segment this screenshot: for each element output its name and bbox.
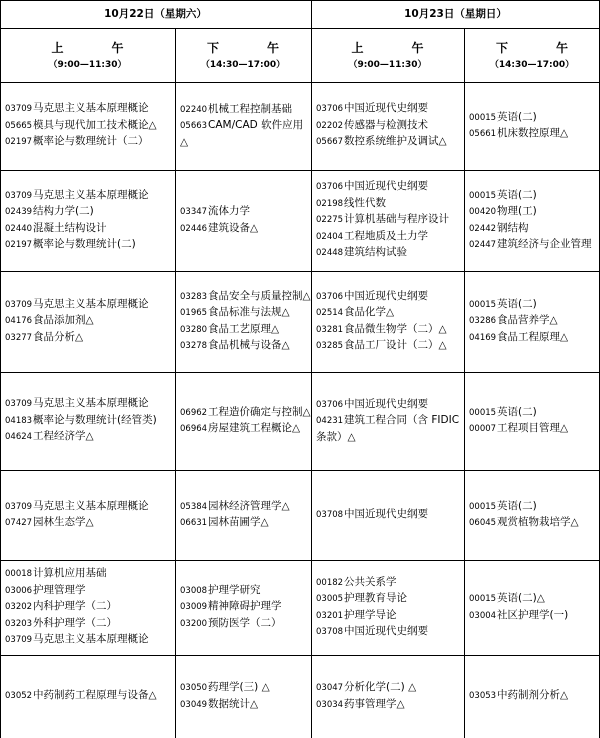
course-name: 建筑设备△ (208, 221, 259, 234)
course-name: 园林经济管理学△ (208, 499, 290, 512)
course-name: 房屋建筑工程概论△ (208, 422, 301, 434)
course-name: 中药制药工程原理与设备△ (33, 689, 157, 702)
course-name: 中药制剂分析△ (497, 689, 569, 702)
course-code: 03709 (5, 399, 33, 410)
course-code: 00015 (469, 407, 497, 418)
course-entry (180, 338, 308, 355)
course-code: 02197 (5, 137, 33, 148)
schedule-cell (316, 561, 461, 654)
course-name: 药理学(三) △ (208, 681, 270, 693)
course-entry (316, 397, 461, 414)
divider-header (0, 28, 600, 29)
course-code: 00018 (5, 569, 33, 580)
course-name: 机械工程控制基础 (208, 102, 293, 115)
course-name: 中国近现代史纲要 (344, 102, 429, 115)
course-code: 03706 (316, 399, 344, 410)
course-entry (316, 289, 461, 306)
schedule-cell (316, 272, 461, 371)
course-name: 公共关系学 (344, 575, 397, 588)
course-name: 概率论与数理统计(经管类) (33, 413, 157, 426)
schedule-cell (5, 373, 172, 469)
course-entry (180, 680, 308, 697)
course-name: 流体力学 (208, 205, 251, 217)
session-header (311, 40, 464, 72)
session-label: 下 午 (495, 41, 586, 55)
course-name: 食品微生物学（二）△ (344, 322, 447, 335)
course-name: 结构力学(二) (33, 205, 94, 217)
course-entry (316, 680, 461, 697)
course-code: 05661 (469, 129, 497, 139)
course-entry (5, 413, 172, 430)
course-code: 03006 (5, 585, 33, 596)
course-code: 00420 (469, 207, 497, 217)
course-name: 计算机基础与程序设计 (344, 213, 450, 226)
course-name: 食品工程原理△ (497, 330, 569, 343)
session-header (0, 40, 175, 72)
course-name: 钢结构 (497, 221, 529, 234)
course-name: 观赏植物栽培学△ (497, 516, 579, 528)
course-code: 03053 (469, 691, 497, 702)
course-code: 03047 (316, 683, 344, 693)
course-name: 护理学导论 (344, 608, 397, 621)
course-name: 精神障碍护理学 (208, 600, 282, 613)
schedule-cell (5, 561, 172, 654)
course-code: 02448 (316, 248, 344, 259)
course-name: 机床数控原理△ (497, 127, 569, 139)
course-name: 英语(二) (497, 110, 537, 123)
course-code: 03709 (5, 635, 33, 646)
course-name: 建筑工程合同（含 FIDIC 条款）△ (316, 414, 460, 443)
course-entry (180, 499, 308, 516)
course-entry (469, 608, 596, 625)
course-code: 02514 (316, 308, 344, 318)
course-code: 05667 (316, 137, 344, 148)
schedule-cell (180, 561, 308, 654)
course-entry (180, 616, 308, 633)
schedule-cell (469, 471, 596, 559)
course-entry (469, 313, 596, 330)
course-entry (5, 616, 172, 633)
course-entry (180, 583, 308, 600)
course-name: 英语(二)△ (497, 592, 545, 604)
session-header (464, 40, 600, 72)
course-entry (316, 322, 461, 339)
course-entry (180, 405, 311, 422)
course-entry (180, 515, 308, 532)
course-name: 食品机械与设备△ (208, 339, 290, 351)
schedule-cell (5, 83, 172, 169)
course-code: 00015 (469, 112, 497, 123)
course-code: 03347 (180, 207, 208, 217)
course-name: 马克思主义基本原理概论 (33, 633, 149, 646)
course-entry (316, 134, 461, 151)
course-entry (5, 429, 172, 446)
course-name: 食品工厂设计（二）△ (344, 339, 447, 351)
course-name: 数控系统维护及调试△ (344, 135, 447, 148)
course-name: 数据统计△ (208, 697, 259, 710)
course-entry (316, 608, 461, 625)
course-name: 英语(二) (497, 405, 537, 418)
schedule-cell (5, 656, 172, 737)
course-name: 物理(工) (497, 205, 537, 217)
course-entry (180, 421, 308, 438)
course-name: 英语(二) (497, 188, 537, 201)
course-code: 04169 (469, 332, 497, 343)
course-entry (5, 313, 172, 330)
course-code: 02440 (5, 223, 33, 234)
course-code: 03004 (469, 610, 497, 621)
course-code: 02442 (469, 223, 497, 234)
course-code: 03200 (180, 618, 208, 629)
schedule-cell (316, 471, 461, 559)
course-name: 传感器与检测技术 (344, 118, 429, 131)
course-name: 食品分析△ (33, 330, 84, 343)
course-code: 00007 (469, 424, 497, 434)
course-entry (5, 134, 172, 151)
course-entry (5, 330, 172, 347)
course-entry (316, 575, 461, 592)
course-code: 02446 (180, 223, 208, 234)
course-code: 03201 (316, 610, 344, 621)
schedule-cell (469, 272, 596, 371)
course-code: 06964 (180, 424, 208, 434)
course-entry (469, 330, 596, 347)
course-entry (316, 229, 461, 246)
border-left (0, 0, 1, 738)
course-entry (316, 245, 461, 262)
course-name: 药事管理学△ (344, 697, 405, 710)
session-header (175, 40, 311, 72)
divider-col-1 (175, 28, 176, 738)
course-name: 分析化学(二) △ (344, 681, 417, 693)
course-entry (5, 499, 172, 516)
schedule-cell (180, 83, 308, 169)
course-name: 园林苗圃学△ (208, 516, 269, 528)
course-name: 预防医学（二） (208, 616, 282, 629)
schedule-cell (316, 171, 461, 270)
course-name: 英语(二) (497, 499, 537, 512)
course-code: 03706 (316, 104, 344, 115)
session-time: （9:00—11:30） (348, 60, 427, 70)
session-label: 下 午 (206, 41, 297, 55)
course-entry (469, 688, 596, 705)
session-time: （14:30—17:00） (489, 60, 575, 70)
session-label: 上 午 (351, 41, 442, 55)
schedule-cell (180, 656, 308, 737)
course-name: 外科护理学（二） (33, 616, 118, 629)
course-name: 食品安全与质量控制△ (208, 289, 311, 302)
schedule-cell (469, 561, 596, 654)
course-name: 马克思主义基本原理概论 (33, 188, 149, 201)
schedule-cell (5, 171, 172, 270)
course-entry (180, 289, 311, 306)
course-name: 马克思主义基本原理概论 (33, 397, 149, 410)
course-code: 06045 (469, 518, 497, 528)
course-name: 混凝土结构设计 (33, 221, 107, 234)
course-entry (5, 297, 172, 314)
course-code: 03278 (180, 341, 208, 351)
course-code: 03709 (5, 104, 33, 115)
course-name: 工程地质及土力学 (344, 229, 429, 242)
course-code: 02447 (469, 240, 497, 250)
schedule-cell (5, 272, 172, 371)
course-code: 02275 (316, 215, 344, 226)
divider-col-3 (464, 28, 465, 738)
course-entry (316, 338, 461, 355)
course-entry (5, 583, 172, 600)
session-label: 上 午 (51, 41, 142, 55)
course-entry (180, 204, 308, 221)
course-entry (316, 507, 461, 524)
course-entry (180, 599, 308, 616)
course-code: 04176 (5, 316, 33, 327)
course-code: 02197 (5, 240, 33, 250)
course-code: 02439 (5, 207, 33, 217)
session-time: （9:00—11:30） (48, 60, 127, 70)
course-code: 04624 (5, 432, 33, 443)
course-code: 03009 (180, 602, 208, 613)
course-name: 内科护理学（二） (33, 600, 118, 613)
course-entry (469, 405, 596, 422)
course-name: 中国近现代史纲要 (344, 507, 429, 520)
course-entry (469, 110, 596, 127)
course-code: 03280 (180, 324, 208, 335)
course-entry (316, 179, 461, 196)
course-name: 建筑结构试验 (344, 246, 408, 259)
course-entry (316, 196, 461, 213)
course-entry (5, 515, 172, 532)
course-code: 03283 (180, 291, 208, 302)
course-code: 00015 (469, 299, 497, 310)
course-name: 工程造价确定与控制△ (208, 405, 311, 418)
schedule-cell (469, 373, 596, 469)
course-entry (180, 305, 308, 322)
course-name: 护理学研究 (208, 583, 261, 596)
course-name: 概率论与数理统计（二） (33, 135, 149, 148)
course-code: 05663 (180, 121, 208, 132)
course-name: 工程项目管理△ (497, 422, 569, 434)
course-code: 03203 (5, 618, 33, 629)
course-name: 食品化学△ (344, 306, 395, 318)
course-name: 食品标准与法规△ (208, 306, 290, 318)
course-entry (469, 237, 596, 254)
course-code: 03050 (180, 683, 208, 693)
course-entry (316, 591, 461, 608)
divider-day (311, 0, 312, 738)
course-entry (5, 632, 172, 649)
course-code: 04183 (5, 415, 33, 426)
course-name: 概率论与数理统计(二) (33, 238, 136, 250)
course-entry (180, 221, 308, 238)
course-code: 03034 (316, 699, 344, 710)
course-code: 03708 (316, 509, 344, 520)
schedule-cell (469, 171, 596, 270)
course-code: 03706 (316, 291, 344, 302)
schedule-cell (316, 656, 461, 737)
course-entry (5, 566, 172, 583)
course-name: 中国近现代史纲要 (344, 625, 429, 637)
schedule-cell (5, 471, 172, 559)
course-entry (5, 188, 172, 205)
course-entry (469, 188, 596, 205)
course-code: 03277 (5, 332, 33, 343)
course-name: 园林生态学△ (33, 516, 94, 528)
schedule-cell (180, 373, 311, 469)
date-header-oct22: 10月22日（星期六） (104, 8, 207, 20)
schedule-cell (180, 171, 308, 270)
schedule-cell (316, 83, 461, 169)
course-code: 00015 (469, 594, 497, 604)
course-name: 英语(二) (497, 297, 537, 310)
course-entry (316, 697, 461, 714)
course-code: 05665 (5, 120, 33, 131)
course-code: 00182 (316, 577, 344, 588)
border-top (0, 0, 600, 1)
course-code: 02404 (316, 231, 344, 242)
course-entry (469, 515, 596, 532)
course-code: 03049 (180, 699, 208, 710)
course-code: 03008 (180, 585, 208, 596)
schedule-cell (180, 272, 311, 371)
course-code: 03709 (5, 501, 33, 512)
course-name: 中国近现代史纲要 (344, 180, 429, 193)
schedule-cell (316, 373, 461, 469)
course-name: 马克思主义基本原理概论 (33, 499, 149, 512)
course-entry (316, 101, 461, 118)
course-entry (316, 212, 461, 229)
course-entry (180, 118, 308, 150)
course-name: 食品工艺原理△ (208, 322, 280, 335)
date-header-oct23: 10月23日（星期日） (404, 8, 507, 20)
course-code: 03708 (316, 627, 344, 637)
course-entry (469, 221, 596, 238)
course-code: 05384 (180, 501, 208, 512)
course-entry (5, 237, 172, 254)
course-name: 护理教育导论 (344, 592, 408, 604)
course-code: 00015 (469, 501, 497, 512)
course-code: 03005 (316, 594, 344, 604)
course-entry (5, 688, 172, 705)
course-entry (469, 591, 596, 608)
course-code: 02198 (316, 198, 344, 209)
course-code: 00015 (469, 190, 497, 201)
course-code: 01965 (180, 308, 208, 318)
course-code: 03202 (5, 602, 33, 613)
course-entry (5, 118, 172, 135)
course-entry (316, 624, 461, 641)
course-code: 03286 (469, 316, 497, 327)
course-entry (180, 697, 308, 714)
course-name: 护理管理学 (33, 583, 86, 596)
course-name: 计算机应用基础 (33, 567, 107, 580)
course-name: 食品营养学△ (497, 314, 558, 327)
schedule-cell (469, 656, 596, 737)
course-name: 中国近现代史纲要 (344, 397, 429, 410)
course-code: 03052 (5, 691, 33, 702)
course-name: 线性代数 (344, 196, 387, 209)
course-code: 03285 (316, 341, 344, 351)
course-entry (469, 204, 596, 221)
course-entry (316, 413, 461, 445)
course-entry (469, 499, 596, 516)
course-entry (5, 396, 172, 413)
course-entry (5, 101, 172, 118)
course-entry (316, 118, 461, 135)
course-entry (5, 599, 172, 616)
schedule-cell (180, 471, 308, 559)
course-entry (316, 305, 461, 322)
course-name: 马克思主义基本原理概论 (33, 102, 149, 115)
course-code: 03281 (316, 324, 344, 335)
course-entry (180, 102, 308, 119)
schedule-cell (469, 83, 596, 169)
course-code: 02240 (180, 104, 208, 115)
course-code: 06962 (180, 407, 208, 418)
course-entry (5, 221, 172, 238)
course-name: 工程经济学△ (33, 430, 94, 443)
course-name: CAM/CAD 软件应用△ (180, 119, 304, 148)
course-code: 04231 (316, 416, 344, 427)
course-name: 社区护理学(一) (497, 608, 569, 621)
course-name: 模具与现代加工技术概论△ (33, 118, 157, 131)
course-entry (5, 204, 172, 221)
course-entry (469, 126, 596, 143)
course-name: 中国近现代史纲要 (344, 289, 429, 302)
course-entry (469, 421, 596, 438)
course-entry (469, 297, 596, 314)
course-name: 建筑经济与企业管理 (497, 238, 592, 250)
course-code: 07427 (5, 518, 33, 528)
course-code: 03709 (5, 190, 33, 201)
course-code: 03706 (316, 182, 344, 193)
course-code: 03709 (5, 299, 33, 310)
course-name: 马克思主义基本原理概论 (33, 297, 149, 310)
course-name: 食品添加剂△ (33, 314, 94, 327)
session-time: （14:30—17:00） (200, 60, 286, 70)
course-code: 02202 (316, 120, 344, 131)
course-entry (180, 322, 308, 339)
course-code: 06631 (180, 518, 208, 528)
